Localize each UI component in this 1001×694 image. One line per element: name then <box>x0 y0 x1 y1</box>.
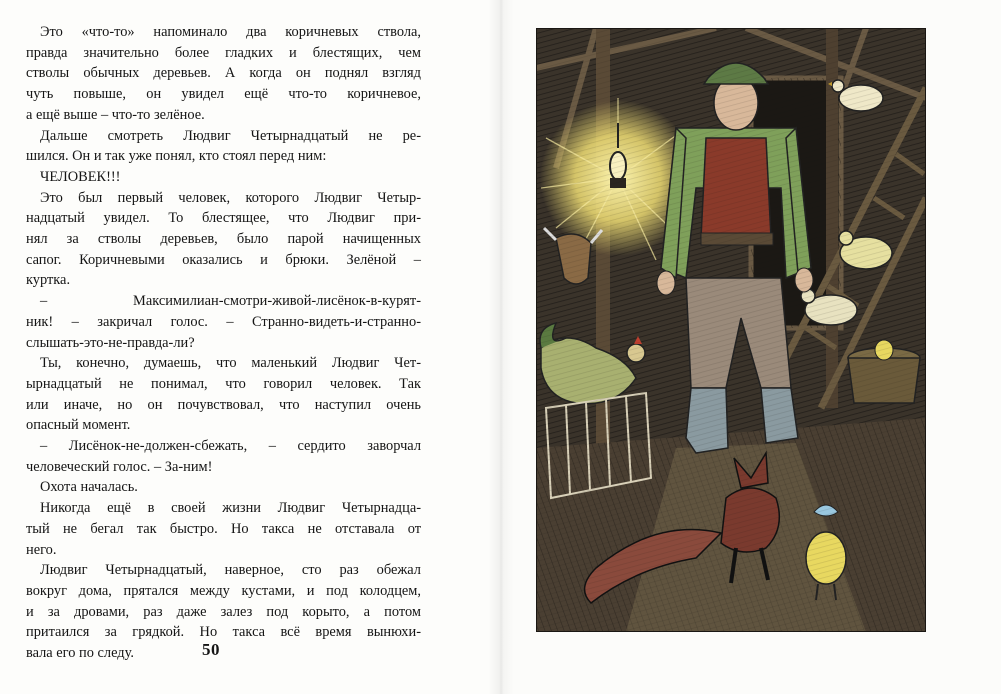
text-line: Охота началась. <box>40 479 138 496</box>
text-line: или иначе, но он почувствовал, что наступил очень <box>26 396 421 413</box>
text-line: Это был первый человек, которого Людвиг Четыр- <box>40 189 421 206</box>
text-line: ЧЕЛОВЕК!!! <box>40 168 121 185</box>
text-line: Дальше смотреть Людвиг Четырнадцатый не ре- <box>40 127 421 144</box>
text-line: ырнадцатый не понимал, что говорил человек. Так <box>26 375 421 392</box>
page-number: 50 <box>202 640 220 659</box>
text-line: надцатый увидел. То блестящее, что Людвиг при- <box>26 210 421 227</box>
body-text <box>26 22 421 664</box>
text-line: него. <box>26 541 57 558</box>
illustration-svg <box>536 28 926 632</box>
text-line: Никогда ещё в своей жизни Людвиг Четырнадца- <box>40 500 421 517</box>
left-page <box>0 0 500 694</box>
text-line: ник! – закричал голос. – Странно-видеть-и-странно- <box>26 313 421 330</box>
text-line: чуть повыше, он увидел ещё что-то коричневое, <box>26 86 421 103</box>
text-line: стволы обычных деревьев. А когда он поднял взгляд <box>26 65 421 82</box>
text-line: куртка. <box>26 272 71 289</box>
text-line: вокруг дома, прятался между кустами, и под колодцем, <box>26 582 421 599</box>
text-line: слышать-это-не-правда-ли? <box>26 334 195 351</box>
text-line: сапог. Коричневыми оказались и брюки. Зелёной – <box>26 251 421 268</box>
text-line: Это «что-то» напоминало два коричневых ствола, <box>40 24 421 40</box>
text-line: Ты, конечно, думаешь, что маленький Людвиг Чет- <box>40 355 421 372</box>
text-line: притаился за грядкой. Но такса всё время вынюхи- <box>26 624 421 641</box>
book-gutter <box>488 0 514 694</box>
text-line: а ещё выше – что-то зелёное. <box>26 106 205 123</box>
text-line: опасный момент. <box>26 417 131 434</box>
text-line: Людвиг Четырнадцатый, наверное, сто раз обежал <box>40 562 421 579</box>
text-line: правда значительно более гладких и блестящих, чем <box>26 44 421 61</box>
text-line: нял за стволы деревьев, было парой начищенных <box>26 231 421 248</box>
text-line: вала его по следу. <box>26 645 134 662</box>
text-line: и за дровами, раз даже залез под корыто, а потом <box>26 603 421 620</box>
text-line: – Лисёнок-не-должен-сбежать, – сердито заворчал <box>40 438 421 455</box>
text-line: – Максимилиан-смотри-живой-лисёнок-в-курят- <box>40 293 421 310</box>
text-line: тый не бегал так быстро. Но такса не отставала от <box>26 520 421 537</box>
illustration-barn-scene <box>536 28 926 632</box>
text-line: шился. Он и так уже понял, кто стоял перед ним: <box>26 148 327 165</box>
text-line: человеческий голос. – За-ним! <box>26 458 213 475</box>
